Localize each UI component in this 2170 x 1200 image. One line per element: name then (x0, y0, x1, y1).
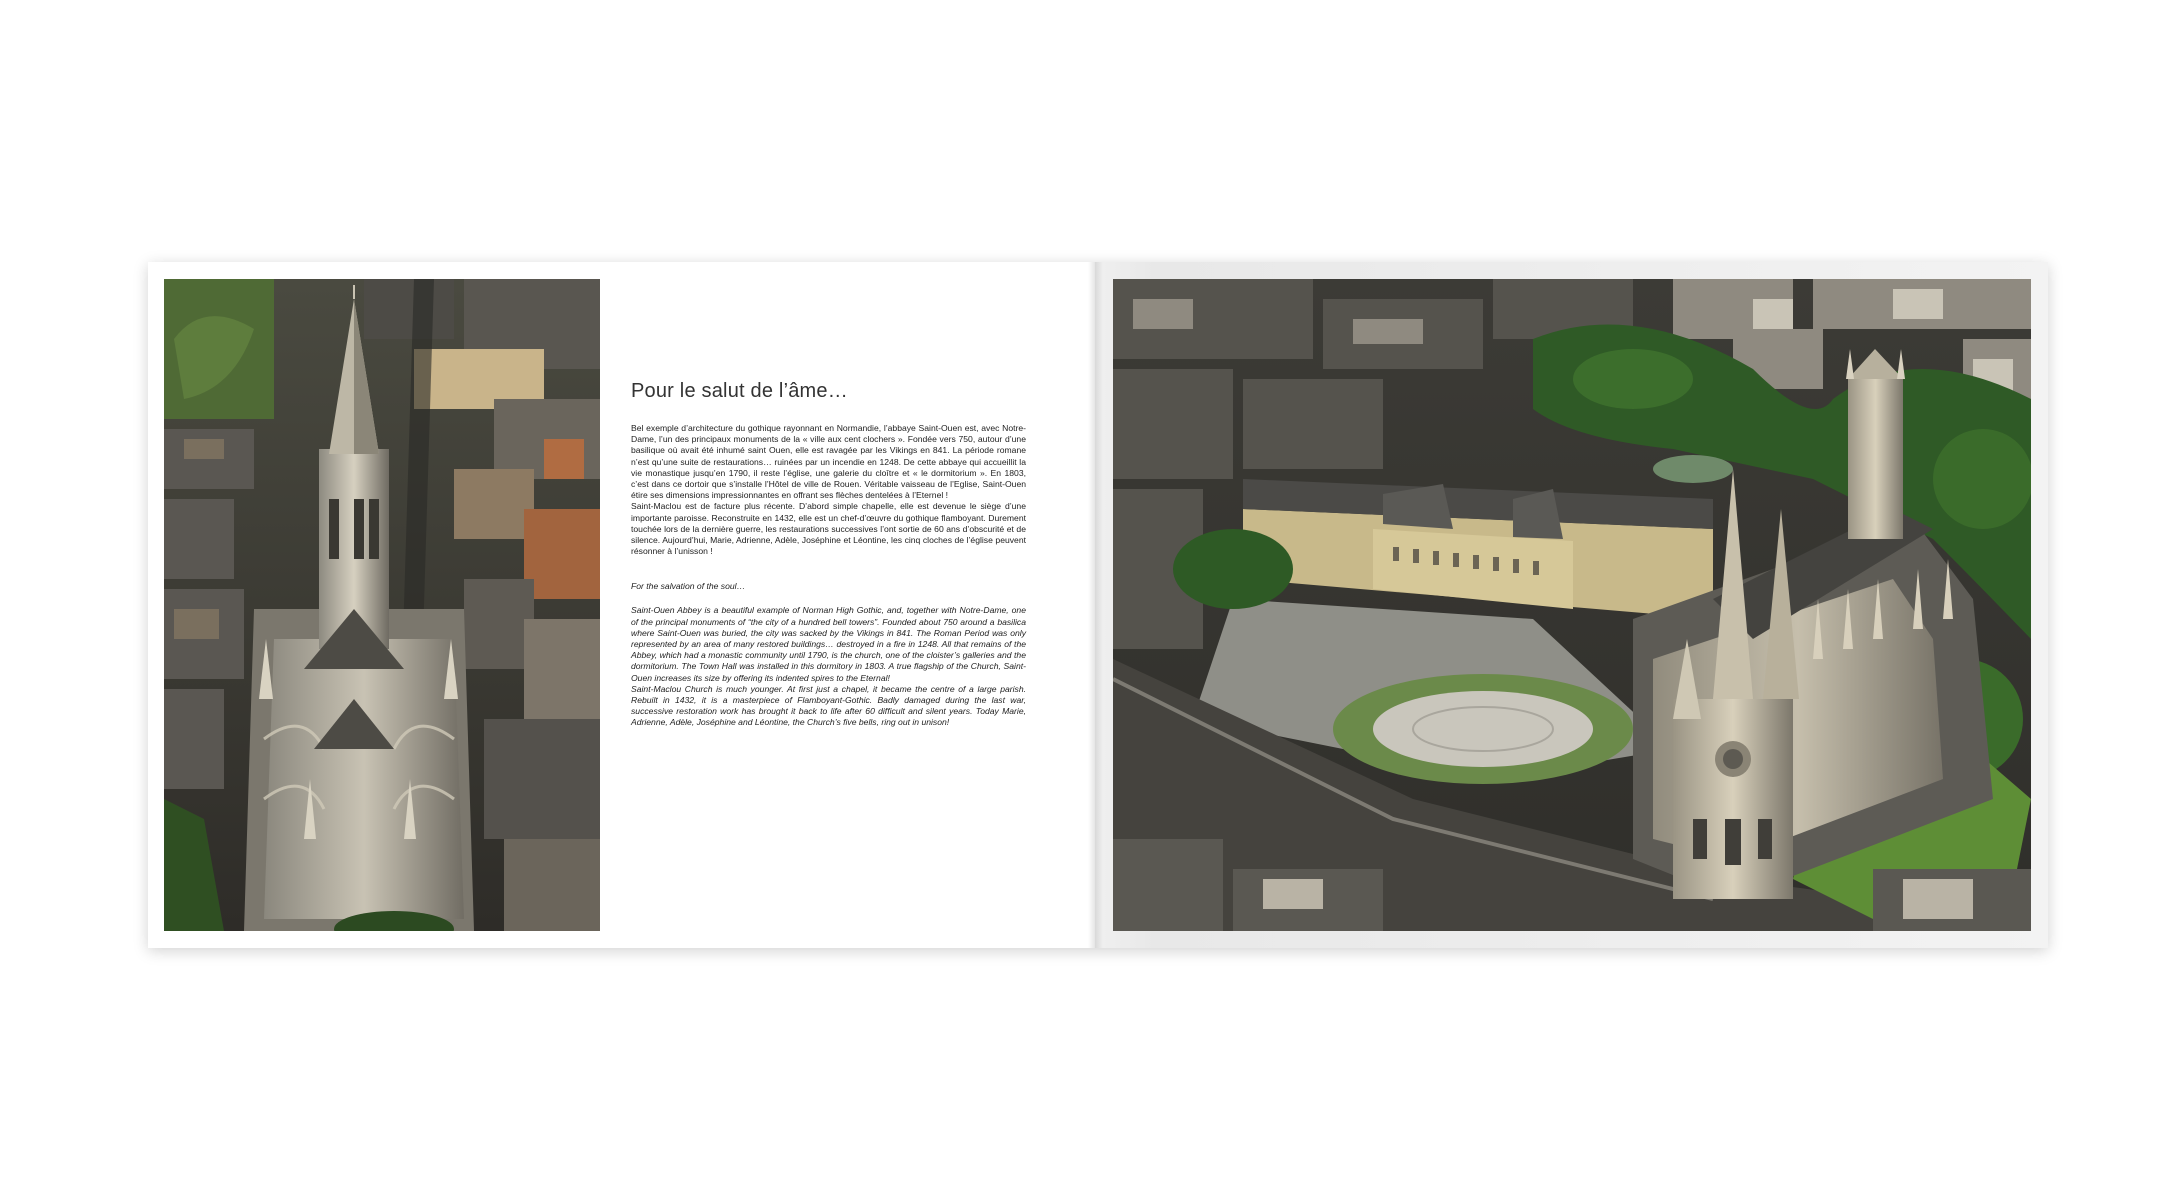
article-text-block (631, 380, 1026, 729)
english-paragraph-2: Saint-Maclou Church is much younger. At first just a chapel, it became the centre of a large parish. Rebuilt in 1432, it is a masterpiece of Flamboyant-Gothic. Badly damaged during the last war, successive restoration work has brought it back to life after 60 difficult and silent years. Today Marie, Adrienne, Adèle, Joséphine and Léontine, the Church’s five bells, ring out in unison! (631, 683, 1026, 728)
saint-maclou-illustration (164, 279, 600, 931)
english-paragraph-1: Saint-Ouen Abbey is a beautiful example of Norman High Gothic, and, together with Notre-Dame, one of the principal monuments of “the city of a hundred bell towers”. Founded about 750 around a basilica where Saint-Ouen was buried, the city was sacked by the Vikings in 841. The Roman Period was only represented by an area of many restored buildings… destroyed in a fire in 1248. All that remains of the Abbey, which had a monastic community until 1790, is the church, one of the cloister’s galleries and the dormitorium. The Town Hall was installed in this dormitory in 1803. A true flagship of the Church, Saint-Ouen increases its size by offering its indented spires to the Eternal! (631, 605, 1026, 683)
left-page (148, 262, 1095, 948)
aerial-photo-saint-ouen (1113, 279, 2031, 931)
french-text (631, 423, 1026, 557)
french-paragraph-2: Saint-Maclou est de facture plus récente. D’abord simple chapelle, elle est devenue le siège d’une importante paroisse. Reconstruite en 1432, elle est un chef-d’œuvre du gothique flamboyant. Durement touchée lors de la dernière guerre, les restaurations successives l’ont sortie de 60 ans d’obscurité et de silence. Aujourd’hui, Marie, Adrienne, Adèle, Joséphine et Léontine, les cinq cloches de l’église peuvent résonner à l’unisson ! (631, 501, 1026, 557)
aerial-photo-saint-maclou (164, 279, 600, 931)
english-text (631, 605, 1026, 728)
right-page (1095, 262, 2048, 948)
article-title: Pour le salut de l’âme… (631, 380, 848, 402)
saint-ouen-illustration (1113, 279, 2031, 931)
english-title: For the salvation of the soul… (631, 581, 746, 592)
open-book-spread (148, 262, 2048, 948)
french-paragraph-1: Bel exemple d’architecture du gothique rayonnant en Normandie, l’abbaye Saint-Ouen est, avec Notre-Dame, l’un des principaux monuments de la « ville aux cent clochers ». Fondée vers 750, autour d’une basilique où avait été inhumé saint Ouen, elle est ravagée par les Vikings en 841. La période romane n’est qu’une suite de restaurations… ruinées par un incendie en 1248. De cette abbaye qui accueillit la vie monastique jusqu’en 1790, il reste l’église, une galerie du cloître et « le dormitorium ». En 1803, c’est dans ce dortoir que s’installe l’Hôtel de ville de Rouen. Véritable vaisseau de l’Eglise, Saint-Ouen étire ses dimensions impressionnantes en offrant ses flèches dentelées à l’Eternel ! (631, 423, 1026, 501)
